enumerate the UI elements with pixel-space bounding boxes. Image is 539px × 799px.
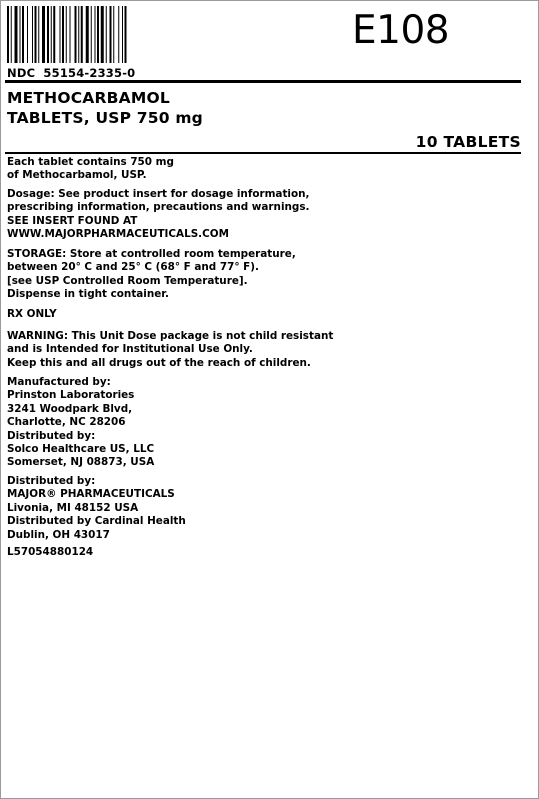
product-name (7, 88, 203, 128)
rx-only (7, 308, 57, 321)
text-line: SEE INSERT FOUND AT (7, 214, 138, 227)
composition-text (7, 156, 174, 183)
barcode-bar (11, 6, 12, 63)
barcode-bar (91, 6, 92, 63)
storage-text (7, 248, 296, 302)
barcode-bar (20, 6, 21, 63)
warning-text (7, 330, 333, 370)
text-line: Prinston Laboratories (7, 389, 135, 402)
barcode-bar (53, 6, 55, 63)
barcode-bar (97, 6, 99, 63)
text-line: Distributed by: (7, 475, 96, 487)
barcode-bar (78, 6, 79, 63)
text-line: Manufactured by: (7, 376, 111, 388)
barcode-bar (110, 6, 112, 63)
barcode-bar (51, 6, 52, 63)
barcode-bar (101, 6, 104, 63)
text-line: and is Intended for Institutional Use Only. (7, 343, 253, 356)
barcode-bar (125, 6, 127, 63)
barcode-bar (7, 6, 9, 63)
barcode-bar (122, 6, 123, 63)
barcode-bar (113, 6, 114, 63)
text-line: MAJOR® PHARMACEUTICALS (7, 488, 175, 501)
text-line: Keep this and all drugs out of the reach of children. (7, 356, 311, 369)
barcode-bar (106, 6, 107, 63)
barcode-bar (70, 6, 71, 63)
barcode-bar (38, 6, 39, 63)
barcode-bar (86, 6, 89, 63)
barcode-icon (7, 6, 157, 63)
ndc-number: NDC 55154-2335-0 (7, 66, 136, 80)
lot-code: E108 (352, 8, 450, 53)
text-line: of Methocarbamol, USP. (7, 169, 147, 182)
text-line: Somerset, NJ 08873, USA (7, 456, 155, 469)
barcode-bar (15, 6, 18, 63)
barcode-bar (81, 6, 83, 63)
text-line: RX ONLY (7, 308, 57, 320)
product-name-line: TABLETS, USP 750 mg (7, 109, 203, 127)
text-line: STORAGE: Store at controlled room temperature, (7, 248, 296, 260)
text-line: Distributed by: (7, 429, 96, 442)
barcode-bar (42, 6, 45, 63)
barcode-bar (35, 6, 37, 63)
product-name-line: METHOCARBAMOL (7, 89, 170, 107)
distributor-info (7, 475, 186, 542)
text-line: Solco Healthcare US, LLC (7, 443, 155, 456)
header-rule (5, 80, 521, 83)
barcode-bar (47, 6, 49, 63)
text-line: Dispense in tight container. (7, 288, 169, 301)
dosage-text (7, 188, 309, 242)
item-code (7, 546, 93, 559)
text-line: Charlotte, NC 28206 (7, 416, 126, 429)
manufacturer-info (7, 376, 154, 470)
barcode-bar (62, 6, 64, 63)
text-line: L57054880124 (7, 546, 94, 558)
text-line: Dublin, OH 43017 (7, 528, 110, 541)
text-line: WWW.MAJORPHARMACEUTICALS.COM (7, 228, 229, 241)
barcode-bar (60, 6, 61, 63)
text-line: prescribing information, precautions and warnings. (7, 201, 310, 214)
text-line: WARNING: This Unit Dose package is not child resistant (7, 330, 334, 342)
barcode-bar (27, 6, 28, 63)
barcode-bar (118, 6, 119, 63)
barcode-bar (95, 6, 96, 63)
text-line: Livonia, MI 48152 USA (7, 501, 139, 514)
barcode-bar (66, 6, 67, 63)
barcode-bar (32, 6, 33, 63)
barcode-bar (22, 6, 24, 63)
tablet-count: 10 TABLETS (415, 133, 521, 151)
text-line: Dosage: See product insert for dosage information, (7, 188, 310, 200)
text-line: Each tablet contains 750 mg (7, 156, 174, 168)
text-line: between 20° C and 25° C (68° F and 77° F). (7, 261, 259, 274)
text-line: 3241 Woodpark Blvd, (7, 402, 133, 415)
section-rule (5, 152, 521, 154)
text-line: Distributed by Cardinal Health (7, 515, 186, 528)
barcode-bar (75, 6, 77, 63)
text-line: [see USP Controlled Room Temperature]. (7, 274, 248, 287)
